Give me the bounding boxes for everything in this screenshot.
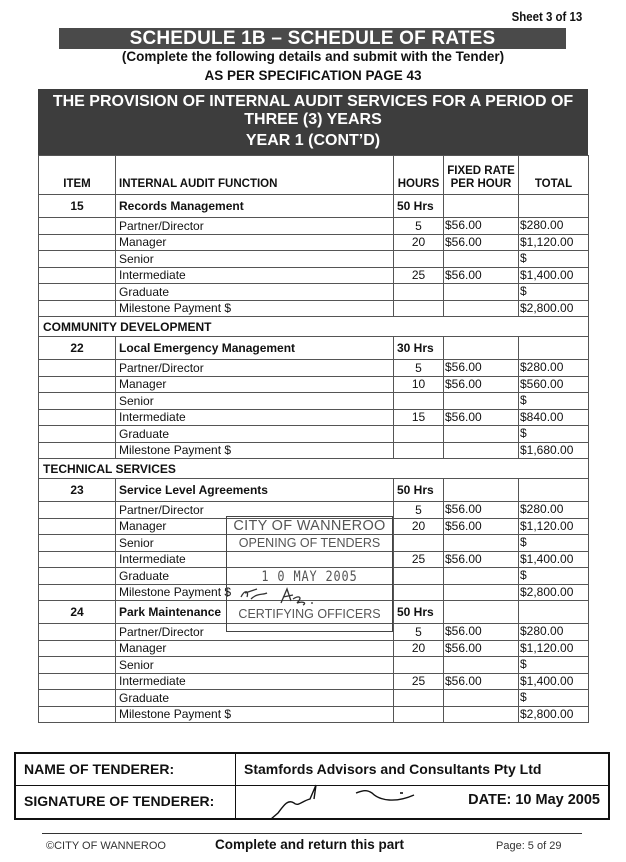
- role-total[interactable]: $280.00: [519, 218, 589, 235]
- role-label: Graduate: [116, 568, 394, 585]
- section-heading: TECHNICAL SERVICES: [39, 459, 589, 479]
- item-blank-cell: [39, 234, 116, 251]
- item-number: 24: [39, 601, 116, 624]
- role-total[interactable]: $1,400.00: [519, 267, 589, 284]
- role-total[interactable]: $840.00: [519, 409, 589, 426]
- item-rate-cell: [444, 195, 519, 218]
- banner-line-2: THREE (3) YEARS: [244, 111, 382, 128]
- role-rate[interactable]: [444, 690, 519, 707]
- role-label: Intermediate: [116, 409, 394, 426]
- role-label: Manager: [116, 518, 394, 535]
- tenderer-date: DATE: 10 May 2005: [468, 792, 600, 808]
- role-total[interactable]: $: [519, 568, 589, 585]
- role-hours[interactable]: [394, 284, 444, 301]
- banner-year: YEAR 1 (CONT’D): [245, 132, 381, 149]
- name-of-tenderer-label: NAME OF TENDERER:: [24, 761, 175, 777]
- item-total-hours: 50 Hrs: [394, 479, 444, 502]
- item-blank-cell: [39, 218, 116, 235]
- role-label: Intermediate: [116, 267, 394, 284]
- item-total-cell: [519, 479, 589, 502]
- role-label: Manager: [116, 640, 394, 657]
- role-total[interactable]: $1,120.00: [519, 640, 589, 657]
- table-row: [39, 300, 589, 317]
- item-blank-cell: [39, 360, 116, 377]
- role-rate[interactable]: [444, 706, 519, 723]
- schedule-title: SCHEDULE 1B – SCHEDULE OF RATES: [59, 28, 566, 49]
- item-blank-cell: [39, 657, 116, 674]
- role-label: Milestone Payment $: [116, 442, 394, 459]
- section-heading: COMMUNITY DEVELOPMENT: [39, 317, 589, 337]
- role-hours[interactable]: [394, 584, 444, 601]
- role-label: Senior: [116, 393, 394, 410]
- role-total[interactable]: $1,680.00: [519, 442, 589, 459]
- role-rate[interactable]: [444, 584, 519, 601]
- role-label: Partner/Director: [116, 624, 394, 641]
- item-blank-cell: [39, 300, 116, 317]
- item-blank-cell: [39, 442, 116, 459]
- table-row: [39, 690, 589, 707]
- role-hours[interactable]: [394, 535, 444, 552]
- role-label: Partner/Director: [116, 360, 394, 377]
- role-label: Graduate: [116, 690, 394, 707]
- role-label: Graduate: [116, 426, 394, 443]
- role-rate[interactable]: [444, 426, 519, 443]
- tenderer-name-field[interactable]: Stamfords Advisors and Consultants Pty Ltd: [244, 761, 542, 777]
- role-hours[interactable]: [394, 442, 444, 459]
- role-rate[interactable]: $56.00: [444, 624, 519, 641]
- item-blank-cell: [39, 251, 116, 268]
- item-blank-cell: [39, 673, 116, 690]
- role-rate[interactable]: $56.00: [444, 640, 519, 657]
- role-hours[interactable]: 15: [394, 409, 444, 426]
- role-total[interactable]: $: [519, 657, 589, 674]
- tender-opening-stamp: [226, 516, 393, 632]
- table-row: [39, 376, 589, 393]
- role-total[interactable]: $280.00: [519, 360, 589, 377]
- item-function: Records Management: [116, 195, 394, 218]
- role-rate[interactable]: $56.00: [444, 234, 519, 251]
- item-total-cell: [519, 601, 589, 624]
- role-rate[interactable]: $56.00: [444, 267, 519, 284]
- table-row: [39, 657, 589, 674]
- role-total[interactable]: $560.00: [519, 376, 589, 393]
- item-total-hours: 50 Hrs: [394, 601, 444, 624]
- table-row: [39, 442, 589, 459]
- role-rate[interactable]: $56.00: [444, 409, 519, 426]
- role-total[interactable]: $: [519, 251, 589, 268]
- role-label: Graduate: [116, 284, 394, 301]
- role-hours[interactable]: 5: [394, 502, 444, 519]
- table-row: [39, 393, 589, 410]
- service-banner: [38, 89, 588, 155]
- item-blank-cell: [39, 376, 116, 393]
- item-function: Service Level Agreements: [116, 479, 394, 502]
- role-rate[interactable]: [444, 393, 519, 410]
- table-row: [39, 706, 589, 723]
- table-header-row: [39, 156, 589, 195]
- role-total[interactable]: $2,800.00: [519, 584, 589, 601]
- item-number: 23: [39, 479, 116, 502]
- role-hours[interactable]: 20: [394, 640, 444, 657]
- role-total[interactable]: $280.00: [519, 624, 589, 641]
- role-rate[interactable]: [444, 284, 519, 301]
- signature-label: SIGNATURE OF TENDERER:: [24, 793, 215, 809]
- role-rate[interactable]: [444, 442, 519, 459]
- role-total[interactable]: $: [519, 393, 589, 410]
- role-hours[interactable]: [394, 657, 444, 674]
- item-blank-cell: [39, 426, 116, 443]
- item-number: 15: [39, 195, 116, 218]
- role-rate[interactable]: $56.00: [444, 502, 519, 519]
- table-row: [39, 234, 589, 251]
- role-rate[interactable]: [444, 535, 519, 552]
- section-row: [39, 459, 589, 479]
- rates-table: [38, 155, 589, 723]
- footer-divider: [42, 833, 582, 834]
- stamp-certifying: CERTIFYING OFFICERS: [238, 607, 381, 621]
- role-total[interactable]: $2,800.00: [519, 706, 589, 723]
- role-hours[interactable]: [394, 690, 444, 707]
- section-row: [39, 317, 589, 337]
- role-hours[interactable]: 20: [394, 518, 444, 535]
- role-total[interactable]: $280.00: [519, 502, 589, 519]
- tenderer-divider-v: [235, 754, 236, 818]
- role-total[interactable]: $1,400.00: [519, 673, 589, 690]
- role-hours[interactable]: 20: [394, 234, 444, 251]
- stamp-opening: OPENING OF TENDERS: [238, 536, 381, 550]
- role-hours[interactable]: [394, 426, 444, 443]
- item-blank-cell: [39, 551, 116, 568]
- tenderer-box: [14, 752, 610, 820]
- role-label: Partner/Director: [116, 218, 394, 235]
- role-hours[interactable]: 25: [394, 267, 444, 284]
- item-blank-cell: [39, 518, 116, 535]
- role-rate[interactable]: [444, 300, 519, 317]
- role-label: Intermediate: [116, 551, 394, 568]
- signature-icon[interactable]: [266, 781, 456, 821]
- role-hours[interactable]: 5: [394, 624, 444, 641]
- col-header-total: TOTAL: [519, 156, 589, 195]
- item-blank-cell: [39, 624, 116, 641]
- col-header-item: ITEM: [39, 156, 116, 195]
- role-hours[interactable]: 10: [394, 376, 444, 393]
- role-label: Partner/Director: [116, 502, 394, 519]
- table-row: [39, 267, 589, 284]
- col-header-function: INTERNAL AUDIT FUNCTION: [116, 156, 394, 195]
- role-total[interactable]: $: [519, 426, 589, 443]
- item-total-cell: [519, 195, 589, 218]
- table-row: [39, 360, 589, 377]
- footer-instruction: Complete and return this part: [215, 837, 405, 852]
- instruction-text: (Complete the following details and submit with the Tender): [121, 49, 505, 64]
- role-rate[interactable]: [444, 251, 519, 268]
- role-label: Senior: [116, 251, 394, 268]
- item-blank-cell: [39, 502, 116, 519]
- banner-line-1: THE PROVISION OF INTERNAL AUDIT SERVICES FOR A PERIOD OF: [52, 93, 574, 110]
- item-blank-cell: [39, 409, 116, 426]
- role-total[interactable]: $: [519, 690, 589, 707]
- role-label: Milestone Payment $: [116, 584, 394, 601]
- item-blank-cell: [39, 393, 116, 410]
- role-rate[interactable]: $56.00: [444, 360, 519, 377]
- table-row: [39, 673, 589, 690]
- stamp-date: 1 0 MAY 2005: [261, 569, 358, 585]
- role-label: Intermediate: [116, 673, 394, 690]
- item-total-hours: 50 Hrs: [394, 195, 444, 218]
- item-function: Local Emergency Management: [116, 337, 394, 360]
- role-rate[interactable]: $56.00: [444, 551, 519, 568]
- role-rate[interactable]: $56.00: [444, 518, 519, 535]
- table-row: [39, 251, 589, 268]
- table-row: [39, 409, 589, 426]
- item-blank-cell: [39, 690, 116, 707]
- table-row: [39, 426, 589, 443]
- item-blank-cell: [39, 284, 116, 301]
- item-row: [39, 195, 589, 218]
- role-hours[interactable]: 25: [394, 673, 444, 690]
- role-hours[interactable]: [394, 568, 444, 585]
- role-total[interactable]: $: [519, 535, 589, 552]
- role-hours[interactable]: [394, 706, 444, 723]
- rates-body: [39, 195, 589, 723]
- item-blank-cell: [39, 706, 116, 723]
- role-total[interactable]: $1,400.00: [519, 551, 589, 568]
- role-hours[interactable]: [394, 393, 444, 410]
- item-total-hours: 30 Hrs: [394, 337, 444, 360]
- item-blank-cell: [39, 584, 116, 601]
- role-total[interactable]: $2,800.00: [519, 300, 589, 317]
- role-total[interactable]: $1,120.00: [519, 518, 589, 535]
- item-number: 22: [39, 337, 116, 360]
- spec-reference: AS PER SPECIFICATION PAGE 43: [204, 68, 422, 83]
- table-row: [39, 284, 589, 301]
- item-row: [39, 337, 589, 360]
- role-total[interactable]: $: [519, 284, 589, 301]
- role-rate[interactable]: $56.00: [444, 673, 519, 690]
- item-blank-cell: [39, 535, 116, 552]
- item-blank-cell: [39, 640, 116, 657]
- item-rate-cell: [444, 479, 519, 502]
- role-rate[interactable]: $56.00: [444, 218, 519, 235]
- col-header-rate: [444, 156, 519, 195]
- item-function: Park Maintenance: [116, 601, 394, 624]
- role-hours[interactable]: 5: [394, 360, 444, 377]
- footer-page-number: Page: 5 of 29: [496, 840, 562, 852]
- role-hours[interactable]: [394, 251, 444, 268]
- col-header-hours: HOURS: [394, 156, 444, 195]
- rate-header-line2: PER HOUR: [450, 178, 512, 190]
- role-label: Milestone Payment $: [116, 300, 394, 317]
- item-total-cell: [519, 337, 589, 360]
- role-hours[interactable]: [394, 300, 444, 317]
- role-hours[interactable]: 25: [394, 551, 444, 568]
- role-rate[interactable]: [444, 568, 519, 585]
- item-blank-cell: [39, 267, 116, 284]
- sheet-number: Sheet 3 of 13: [511, 9, 582, 24]
- rate-header-line1: FIXED RATE: [447, 165, 515, 177]
- role-label: Milestone Payment $: [116, 706, 394, 723]
- table-row: [39, 640, 589, 657]
- role-total[interactable]: $1,120.00: [519, 234, 589, 251]
- item-blank-cell: [39, 568, 116, 585]
- footer-copyright: ©CITY OF WANNEROO: [46, 840, 166, 852]
- role-label: Manager: [116, 376, 394, 393]
- item-rate-cell: [444, 337, 519, 360]
- stamp-city: CITY OF WANNEROO: [233, 518, 386, 534]
- role-rate[interactable]: $56.00: [444, 376, 519, 393]
- item-row: [39, 479, 589, 502]
- role-label: Senior: [116, 657, 394, 674]
- item-rate-cell: [444, 601, 519, 624]
- table-row: [39, 218, 589, 235]
- role-rate[interactable]: [444, 657, 519, 674]
- role-label: Manager: [116, 234, 394, 251]
- role-hours[interactable]: 5: [394, 218, 444, 235]
- role-label: Senior: [116, 535, 394, 552]
